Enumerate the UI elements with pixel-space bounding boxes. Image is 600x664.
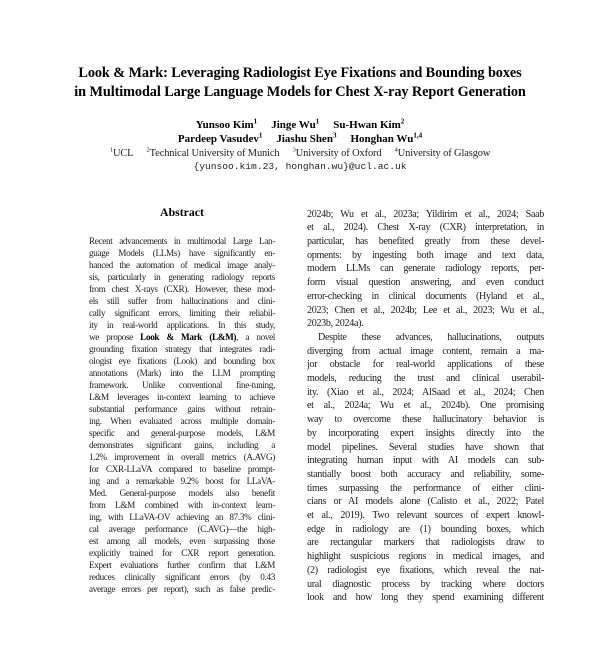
affiliation-line	[0, 147, 600, 160]
text-line: ologist eye fixations (Look) and bounding box	[89, 355, 275, 366]
author-name: Su-Hwan Kim$^2$	[333, 117, 405, 131]
text-line: we propose Look & Mark (L&M), a novel	[89, 331, 275, 342]
text-line: form visual question answering, and even conduct	[307, 277, 544, 289]
affiliation: $^3$University of Oxford	[292, 146, 382, 159]
text-line: 2023; Chen et al., 2024b; Lee et al., 2023; Wu et al.,	[307, 304, 544, 316]
text-line: substantial performance gains without retrain-	[89, 403, 275, 414]
text-line: ural diagnostic process by tracking where doctors	[307, 578, 544, 590]
text-line: Despite these advances, hallucinations, outputs	[318, 331, 544, 343]
text-line: Expert evaluations further confirm that L&M	[89, 559, 275, 570]
text-line: est among all models, even surpassing those	[89, 535, 275, 546]
text-line: are rectangular markers that radiologists draw to	[307, 537, 544, 549]
text-line: cal average performance (C.AVG)—the high-	[89, 523, 275, 534]
paper-title-line-1: Look & Mark: Leveraging Radiologist Eye Fixations and Bounding boxes	[78, 65, 522, 81]
text-line: explicitly trained for CXR report generation.	[89, 547, 275, 558]
text-line: cally significant errors, limiting their reliabil-	[89, 307, 275, 318]
text-line: 2024b; Wu et al., 2023a; Yildirim et al., 2024; Saab	[307, 208, 544, 220]
text-line: ity. (Xiao et al., 2024; AlSaad et al., 2024; Chen	[307, 386, 544, 398]
text-line: for CXR-LLaVA compared to baseline prompt-	[89, 463, 275, 474]
text-line: highlight suspicious regions in medical images, and	[307, 551, 544, 563]
text-line: Med. General-purpose models also benefit	[89, 487, 275, 498]
text-line: edge in radiology are (1) bounding boxes, which	[307, 523, 544, 535]
text-line: 2023b, 2024a).	[307, 318, 364, 330]
text-line: (2) radiologist eye fixations, which reveal the nat-	[307, 564, 544, 576]
text-line: ity in real-world applications. In this study,	[89, 319, 275, 330]
author-name: Yunsoo Kim$^1$	[195, 117, 258, 131]
text-line: et al., 2019). Two relevant sources of expert knowl-	[307, 510, 544, 522]
abstract-heading: Abstract	[160, 204, 204, 219]
text-line: by incorporating expert insights directly into the	[307, 427, 544, 439]
introduction-continuation-text	[307, 208, 544, 605]
text-line: hanced the automation of medical image analy-	[89, 259, 275, 270]
text-line: guage Models (LLMs) have significantly en-	[89, 247, 275, 258]
text-line: particular, has benefited greatly from these devel-	[307, 236, 544, 247]
affiliation: $^2$Technical University of Munich	[146, 146, 280, 159]
paper-page	[0, 64, 600, 664]
text-line: Recent advancements in multimodal Large Lan-	[89, 235, 275, 246]
author-name: Honghan Wu$^{1,4}$	[350, 131, 423, 146]
text-line: sis, particularly in generating radiology reports	[89, 271, 275, 282]
paper-title-line-2: in Multimodal Large Language Models for Chest X-ray Report Generation	[74, 84, 526, 100]
author-name: Pardeep Vasudev$^1$	[177, 131, 263, 146]
author-name: Jiashu Shen$^3$	[276, 131, 337, 146]
text-line: L&M leverages in-context learning to achieve	[89, 391, 275, 402]
text-line: framework. Unlike conventional fine-tuning,	[89, 379, 275, 390]
right-column	[307, 206, 544, 605]
text-line: way to overcome these hallucinatory behavior is	[307, 414, 544, 426]
left-column	[72, 206, 292, 605]
text-line: et al., 2024). Chest X-ray (CXR) interpretation, in	[307, 222, 544, 234]
affiliation: $^1$UCL	[109, 146, 134, 159]
text-line: specific and general-purpose models, L&M	[89, 427, 275, 438]
author-list	[0, 118, 600, 147]
abstract-text	[89, 235, 275, 595]
text-line: error-checking in clinical documents (Hyland et al.,	[307, 290, 544, 302]
paper-title	[30, 64, 570, 102]
text-line: cians or AI models alone (Calisto et al., 2022; Patel	[307, 496, 544, 508]
contact-email: {yunsoo.kim.23, honghan.wu}@ucl.ac.uk	[193, 160, 407, 172]
two-column-body	[72, 206, 600, 605]
text-line: from chest X-rays (CXR). However, these mod-	[89, 283, 275, 294]
text-line: ing and a remarkable 9.2% boost for LLaVA-	[89, 475, 275, 486]
text-line: integrating human input with AI models can sub-	[307, 455, 544, 467]
text-line: opments: by ingesting both image and text data,	[307, 249, 544, 261]
text-line: stantially boost both accuracy and reliability, some-	[307, 468, 544, 480]
text-line: times surpassing the performance of either clini-	[307, 482, 544, 494]
text-line: ing. When evaluated across multiple domain-	[89, 415, 275, 426]
author-name: Jinge Wu$^1$	[271, 117, 320, 131]
text-line: reduces clinically significant errors (by 0.43	[89, 571, 275, 582]
text-line: 1.2% improvement in overall metrics (A.AVG)	[89, 451, 275, 462]
author-row-1	[0, 118, 600, 132]
text-line: jor obstacle for real-world applications of these	[307, 359, 544, 371]
text-line: et al., 2024a; Wu et al., 2024b). One promising	[307, 400, 544, 412]
text-line: from L&M combined with in-context learn-	[89, 499, 275, 510]
text-line: model pipelines. Several studies have shown that	[307, 441, 544, 453]
text-line: diverging from actual image content, remain a ma-	[307, 345, 544, 357]
text-line: modern LLMs can generate radiology reports, per-	[307, 263, 544, 275]
text-line: models, reducing the trust and clinical userabil-	[307, 373, 544, 385]
text-line: demonstrates significant gains, including a	[89, 439, 275, 450]
text-line: average errors per report), such as false predic-	[89, 583, 275, 594]
text-line: annotations (Mark) into the LLM prompting	[89, 367, 275, 378]
text-line: els still suffer from hallucinations and clini-	[89, 295, 275, 306]
text-line: look and how long they spend examining different	[307, 592, 544, 604]
author-row-2	[0, 132, 600, 146]
text-line: grounding fixation strategy that integrates radi-	[89, 343, 275, 354]
affiliation: $^4$University of Glasgow	[394, 146, 491, 159]
text-line: ing, with LLaVA-OV achieving an 87.3% clini-	[89, 511, 275, 522]
